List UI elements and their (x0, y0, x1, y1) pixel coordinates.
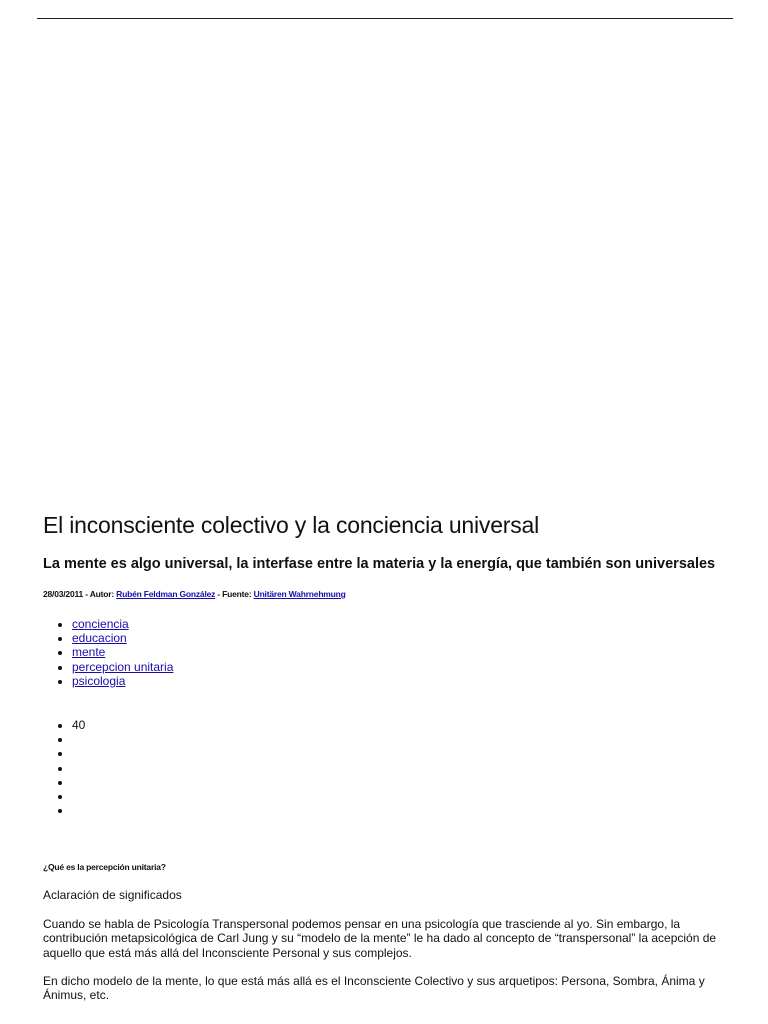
tag-item (72, 674, 729, 688)
paragraph-clarification: Aclaración de significados (43, 888, 182, 903)
meta-source-prefix: - Fuente: (215, 589, 254, 599)
tag-link-educacion[interactable]: educacion (72, 631, 127, 646)
article-body (43, 510, 729, 1003)
tag-item (72, 660, 729, 674)
tag-item (72, 631, 729, 645)
tag-link-conciencia[interactable]: conciencia (72, 617, 129, 631)
meta-date-prefix: 28/03/2011 - Autor: (43, 589, 117, 599)
share-item (72, 761, 729, 775)
share-item (72, 746, 729, 760)
article-meta (43, 589, 729, 599)
top-divider (37, 18, 733, 19)
article-subtitle: La mente es algo universal, la interfase entre la materia y la energía, que también son universales (43, 556, 716, 572)
share-item (72, 732, 729, 746)
share-item (72, 775, 729, 789)
article-title: El inconsciente colectivo y la conciencia universal (43, 512, 540, 538)
share-count: • 40 (72, 718, 729, 732)
tag-list (43, 617, 729, 688)
paragraph-collective-unconscious: En dicho modelo de la mente, lo que está más allá es el Inconsciente Colectivo y sus arquetipos: Persona, Sombra, Ánima y Ánimus, etc. (43, 973, 705, 1003)
share-list (43, 718, 729, 817)
tag-item (72, 645, 729, 659)
share-item (72, 789, 729, 803)
tag-item (72, 617, 729, 631)
tag-link-mente[interactable]: mente (72, 645, 106, 660)
paragraph-transpersonal: Cuando se habla de Psicología Transpersonal podemos pensar en una psicología que trasciende al yo. Sin embargo, la contribución metapsicológica de Carl Jung y su “modelo de la mente” le ha dado al concepto de “transpersonal” la acepción de aquello que está más allá del Inconsciente Personal y sus complejos. (43, 916, 717, 960)
tag-link-psicologia[interactable]: psicologia (72, 673, 126, 688)
share-item (72, 803, 729, 817)
source-link[interactable]: Unitären Wahrnehmung (253, 589, 346, 599)
tag-link-percepcion-unitaria[interactable]: percepcion unitaria (72, 659, 174, 674)
author-link[interactable]: Rubén Feldman González (116, 589, 216, 599)
section-question: ¿Qué es la percepción unitaria? (43, 862, 166, 873)
